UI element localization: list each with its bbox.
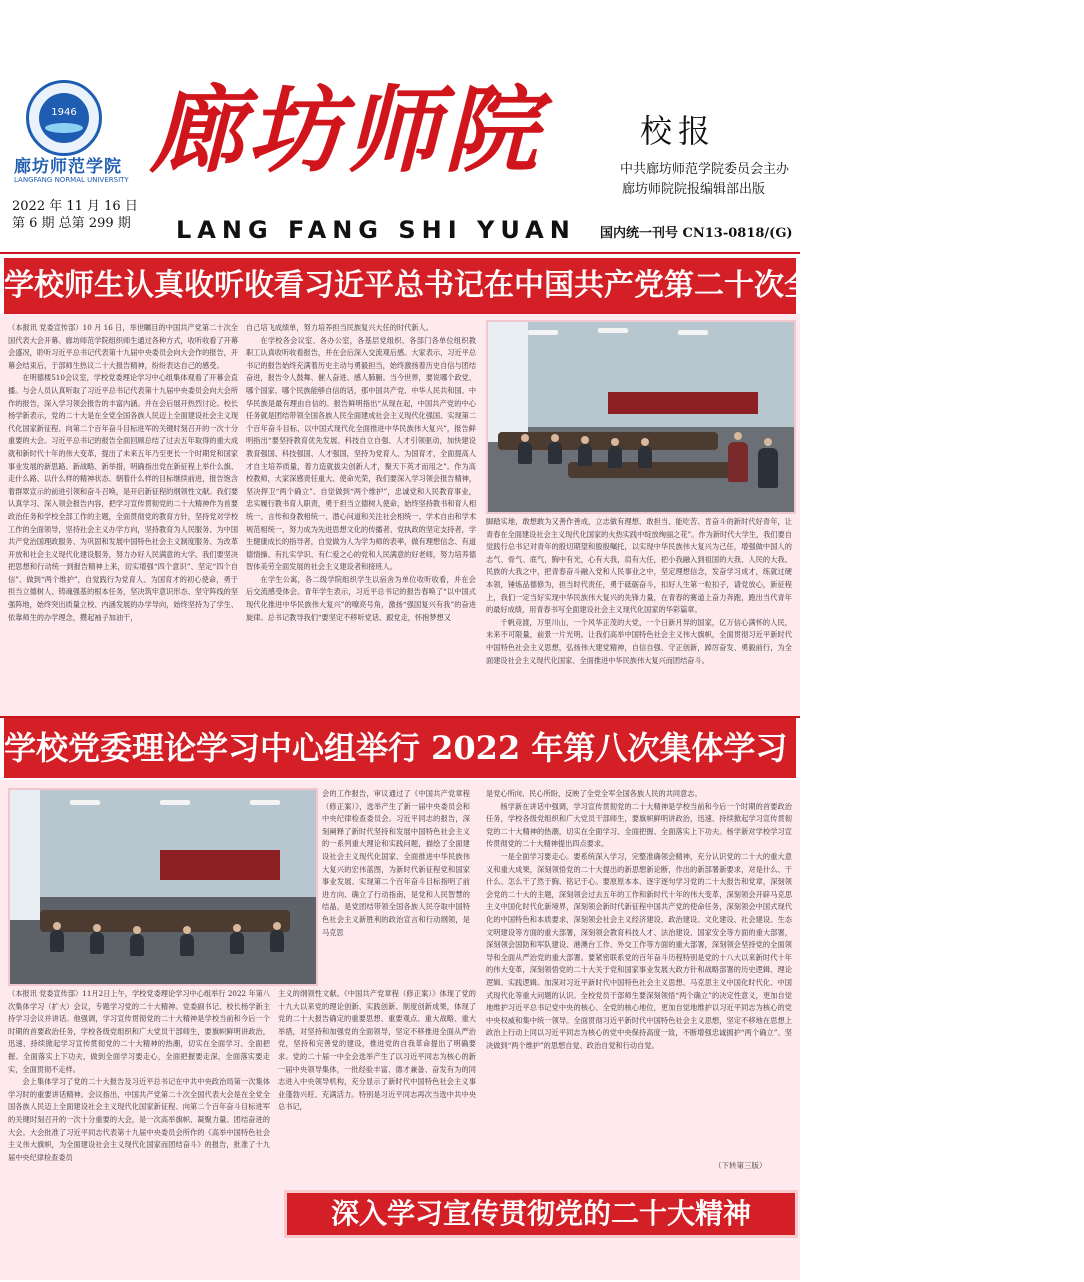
article-2-paragraph: 主义的纲领性文献。《中国共产党章程（修正案）》体现了党的十九大以来党的理论创新、实践创新、制度创新成果，体现了党的二十大报告确定的重要思想、重要观点、重大战略、重大举措，对坚持和加强党的全面领导，坚定不移推进全面从严治党，坚持和完善党的建设，推进党的自我革命提出了明确要求。党的二十届一中全会选举产生了以习近平同志为核心的新一届中央领导集体，一批经验丰富、德才兼备、奋发有为的同志进入中央领导机构，充分显示了新时代中国特色社会主义事业蓬勃兴旺、充满活力。特别是习近平同志再次当选中共中央总书记，	[278, 989, 476, 1112]
article-2-paragraph: 会的工作报告，审议通过了《中国共产党章程（修正案）》，选举产生了新一届中央委员会和中央纪律检查委员会。习近平同志的报告，深刻阐释了新时代坚持和发展中国特色社会主义的一系列重大理论和实践问题，描绘了全面建设社会主义现代化国家、全面推进中华民族伟大复兴的宏伟蓝图，为新时代新征程党和国家事业发展、实现第二个百年奋斗目标指明了前进方向、确立了行动指南，是党和人民智慧的结晶，是党团结带领全国各族人民夺取中国特色社会主义新胜利的政治宣言和行动纲领，是马克思	[322, 789, 470, 937]
continued-note: （下转第三版）	[714, 1161, 767, 1170]
article-2-column-3	[486, 788, 792, 1156]
article-1-paragraph: 在明德楼510会议室，学校党委理论学习中心组集体观看了开幕会直播。与会人员认真听取了习近平总书记代表第十九届中央委员会向大会所作的报告，深入学习领会报告的丰富内涵。并在会后展开热烈讨论。校长杨学新表示，党的二十大是在全党全国各族人民迈上全面建设社会主义现代化国家新征程、向第二个百年奋斗目标进军的关键时刻召开的一次十分重要的大会。习近平总书记的报告全面回顾总结了过去五年取得的重大成就和新时代十年的伟大变革，提出了未来五年乃至更长一个时期党和国家事业发展的新思路、新战略、新举措，明确指出党在新征程上举什么旗、走什么路、以什么样的精神状态、朝着什么样的目标继续前进，报告饱含着群眾宣示的前进引领和奋斗召唤，是开启新征程的纲领性文献。我们要认真学习、深入领会报告内容，把学习宣传贯彻党的二十大精神作为首要政治任务和学校全部工作的主题，全面贯彻党的教育方针，坚持党对学校工作的全面领导，坚持社会主义办学方向，坚持教育为人民服务、为中国共产党治国理政服务、为巩固和发展中国特色社会主义制度服务、为改革开放和社会主义现代化建设服务，努力办好人民满意的大学。我们要坚决把思想和行动统一到报告精神上来，切实增强“四个意识”、坚定“四个自信”、做到“两个维护”，自觉践行为党育人、为国育才的初心使命，勇于担当立德树人、铸魂强基的根本任务，坚决筑牢意识形态、坚守阵线的坚强阵地，始终突出质量立校、内涵发展的办学导向，始终坚持为了学生、依靠师生的办学理念，攒起袖子加油干，	[8, 373, 239, 622]
slogan-banner: 深入学习宣传贯彻党的二十大精神	[284, 1190, 798, 1238]
article-2-paragraph: 会上集体学习了党的二十大报告及习近平总书记在中共中央政治局第一次集体学习时的重要讲话精神。会议指出，中国共产党第二十次全国代表大会是在全党全国各族人民迈上全面建设社会主义现代化国家新征程、向第二个百年奋斗目标进军的关键时刻召开的一次十分重要的大会，是一次高举旗帜、凝聚力量、团结奋进的大会。大会批准了习近平同志代表第十九届中央委员会所作的《高举中国特色社会主义伟大旗帜，为全面建设社会主义现代化国家而团结奋斗》的报告，批准了十九届中央纪律检查委员	[8, 1077, 270, 1162]
meeting-photo-2	[8, 788, 318, 986]
paper-type: 校报	[640, 112, 717, 150]
article-2-paragraph: 杨学新在讲话中强调，学习宣传贯彻党的二十大精神是学校当前和今后一个时期的首要政治任务，学校各级党组织和广大党员干部师生，要旗帜鲜明讲政治，迅速、持续掀起学习宣传贯彻党的二十大精神的热潮，切实在全面学习、全面把握、全面落实上下功夫。杨学新对学校学习宣传贯彻党的二十大精神提出四点要求。	[486, 801, 792, 849]
article-1-column-1	[8, 322, 238, 712]
school-logo-icon	[26, 80, 102, 156]
masthead	[0, 0, 800, 252]
school-name-en: LANGFANG NORMAL UNIVERSITY	[14, 176, 129, 184]
article-2-paragraph: （本报讯 党委宣传部）11月2日上午，学校党委理论学习中心组举行 2022 年第八次集体学习（扩大）会议，专题学习党的二十大精神。党委副书记、校长杨学新主持学习会议并讲话。他强调，学习宣传贯彻党的二十大精神是学校当前和今后一个时期的首要政治任务，学校各级党组织和广大党员干部师生，要旗帜鲜明讲政治，迅速、持续掀起学习宣传贯彻党的二十大精神的热潮，切实在全面学习、全面把握、全面落实上下功夫，做到全面学习要走心，全面把握要走深，全面落实要走实，全面贯彻不走样。	[8, 989, 270, 1074]
logo-year: 1946	[51, 107, 77, 118]
article-1-paragraph: 在学校各会议室、各办公室，各基层党组织、各部门各单位组织教职工认真收听收看报告，并在会后深入交流观后感。大家表示，习近平总书记的报告始终充满着历史主动与勇毅担当，始终激扬着历史自信与团结奋进，报告令人鼓舞、催人奋进、感人肺腑。当今世界，要说哪个政党、哪个国家、哪个民族能够自信的话，那中国共产党、中华人民共和国、中华民族是最有理由自信的。报告鲜明指出“从现在起，中国共产党的中心任务就是团结带领全国各族人民全面建成社会主义现代化强国、实现第二个百年奋斗目标，以中国式现代化全面推进中华民族伟大复兴”，报告鲜明指出“要坚持教育优先发展、科技自立自强、人才引领驱动，加快建设教育强国、科技强国、人才强国，坚持为党育人、为国育才，全面提高人才自主培养质量，着力造就拔尖创新人才，聚天下英才而用之”。作为高校教师，大家深感责任重大、使命光荣，我们要深入学习领会报告精神，坚决捍卫“两个确立”、自觉做到“两个维护”，忠诚党和人民教育事业，忠实履行教书育人职责，勇于担当立德树人使命，始终坚持教书和育人相统一、言传和身教相统一、潜心问道和关注社会相统一、学术自由和学术规范相统一，努力成为先进思想文化的传播者、党执政的坚定支持者，学生健康成长的指导者，自觉做为人为学为师的表率，做有理想信念、有道德情操、有扎实学识、有仁爱之心的党和人民满意的好老师，努力培养德智体美劳全面发展的社会主义建设者和接班人。	[246, 335, 477, 572]
article-2-paragraph: 是党心所向、民心所盼，反映了全党全军全国各族人民的共同意志。	[486, 789, 702, 798]
sponsor: 中共廊坊师范学院委员会主办	[620, 162, 790, 177]
article-1-paragraph: 在学生公寓，各二级学院组织学生以宿舍为单位收听收看，并在会后交流感受体会。青年学生表示，习近平总书记的报告春唤了“以中国式现代化推进中华民族伟大复兴”的嘹亮号角，激扬“强国复兴有我”的奋进旋律。总书记教导我们“要坚定不移听党话、跟党走，怀抱梦想又	[246, 574, 476, 622]
article-1-paragraph: 自己培飞成绩单，努力培养担当民族复兴大任的时代新人。	[246, 323, 433, 332]
article-1-paragraph: 千帆竞渡，万里川山，一个风华正茂的大党，一个日新月异的国家，亿万信心满怀的人民，未来不可限量，前景一片光明。让我们高举中国特色社会主义伟大旗帜，全面贯彻习近平新时代中国特色社会主义思想，弘扬伟大建党精神，自信自强、守正创新，踔厉奋发、勇毅前行，为全面建设社会主义现代化国家、全面推进中华民族伟大复兴而团结奋斗。	[486, 617, 792, 665]
article-1-column-2	[246, 322, 476, 712]
headline-article-1: 学校师生认真收听收看习近平总书记在中国共产党第二十次全国代表大会上的报告	[4, 258, 796, 314]
article-2-column-2	[278, 988, 476, 1188]
cn-number: 国内统一刊号 CN13-0818/(G)	[600, 226, 793, 241]
meeting-photo-1	[486, 320, 796, 514]
headline-article-2: 学校党委理论学习中心组举行 2022 年第八次集体学习（扩大）会议	[4, 718, 796, 778]
article-1-column-3	[486, 516, 792, 712]
article-2-column-top	[322, 788, 470, 984]
article-2-paragraph: 一是全面学习要走心。要系统深入学习，完整准确领会精神，充分认识党的二十大的重大意义和重大成果，深刻领悟党的二十大提出的新思想新论断，作出的新部署新要求，对是什么、干什么、怎么干了然于胸、铭记于心。要原原本本、逐字逐句学习党的二十大报告和党章，深刻领会党的二十大的主题，深刻领会过去五年的工作和新时代十年的伟大变革，深刻领会开辟马克思主义中国化时代化新境界，深刻领会新时代新征程中国共产党的使命任务，深刻领会中国式现代化的中国特色和本质要求，深刻领会社会主义经济建设、政治建设、文化建设、社会建设、生态文明建设等方面的重大部署，深刻领会教育科技人才、法治建设、国家安全等方面的重大部署，深刻领会国防和军队建设、港澳台工作、外交工作等方面的重大部署，深刻领会坚持党的全面领导和全面从严治党的重大部署。要紧密联系党的百年奋斗历程特别是党的十八大以来新时代十年的伟大变革，深刻领悟党的二十大关于党和国家事业发展大政方针和战略部署的历史逻辑、理论逻辑、实践逻辑。加深对习近平新时代中国特色社会主义思想、马克思主义中国化时代化、中国式现代化等重大问题的认识。全校党员干部师生要深刻领悟“两个确立”的决定性意义，更加自觉地维护习近平总书记党中央的核心、全党的核心地位，更加自觉地维护以习近平同志为核心的党中央权威和集中统一领导。全面贯彻习近平新时代中国特色社会主义思想，坚定不移地在思想上政治上行动上同以习近平同志为核心的党中央保持高度一致，不断增强忠诚拥护“两个确立”、坚决做到“两个维护”的思想自觉、政治自觉和行动自觉。	[486, 851, 792, 1050]
issue-number: 第 6 期 总第 299 期	[12, 216, 131, 231]
article-1-paragraph: 脚踏实地，敢想敢为又善作善成，立志做有理想、敢担当、能吃苦、肯奋斗的新时代好青年，让青春在全面建设社会主义现代化国家的火热实践中绽放绚丽之花”。作为新时代大学生，我们要自觉践行总书记对青年的殷切期望和殷殷嘱托，以实现中华民族伟大复兴为己任，增强做中国人的志气、骨气、底气，胸中有光，心有大我，肩有大任，把小我融入到祖国的大我、人民的大我、民族的大我之中，把青春奋斗融入党和人民事业之中，坚定理想信念，发奋学习成才，练就过硬本领，锤炼品德修为，担当时代责任，勇于砥砺奋斗，扣好人生第一粒扣子，请党放心，新征程上，我们一定当好实现中华民族伟大复兴的先锋力量，在青春的赛道上奋力奔跑，跑出当代青年的最好成绩，用青春书写全面建设社会主义现代化国家的华彩篇章。	[486, 517, 792, 615]
newspaper-title: 廊坊师院	[150, 76, 543, 186]
school-name-cn: 廊坊师范学院	[14, 157, 122, 177]
masthead-divider	[0, 252, 800, 254]
publisher: 廊坊师院院报编辑部出版	[622, 182, 766, 197]
article-1-paragraph: （本报讯 党委宣传部）10 月 16 日，举世瞩目的中国共产党第二十次全国代表大会开幕。廊坊师范学院组织师生通过各种方式，收听收看了开幕会盛况，聆听习近平总书记代表第十九届中央委员会向大会作的报告，开幕会结束后，于部师生热议二十大报告精神，纷纷表达自己的感受。	[8, 323, 239, 370]
newspaper-title-pinyin: LANG FANG SHI YUAN	[176, 216, 576, 244]
article-2-column-1	[8, 988, 270, 1278]
issue-date: 2022 年 11 月 16 日	[12, 199, 138, 214]
